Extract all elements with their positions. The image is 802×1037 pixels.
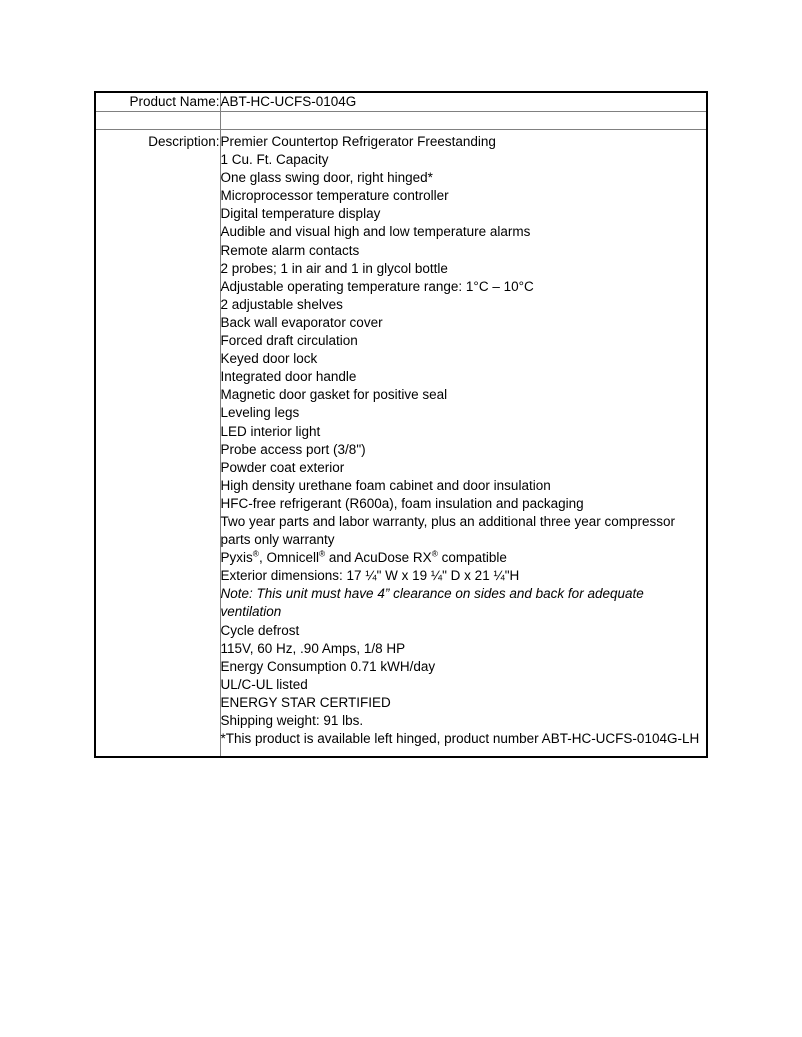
- description-line: Powder coat exterior: [220, 459, 345, 475]
- description-line: Microprocessor temperature controller: [220, 188, 449, 204]
- description-line: UL/C-UL listed: [220, 676, 308, 692]
- product-name-value: ABT-HC-UCFS-0104G: [220, 92, 707, 112]
- description-line-list: [221, 133, 707, 748]
- description-line: Cycle defrost: [220, 622, 300, 638]
- registered-trademark-symbol: ®: [318, 548, 326, 559]
- description-line: 2 adjustable shelves: [220, 296, 343, 312]
- description-line: Pyxis®, Omnicell® and AcuDose RX® compatible: [220, 548, 507, 566]
- description-line: Probe access port (3/8"): [220, 441, 366, 457]
- description-line: 115V, 60 Hz, .90 Amps, 1/8 HP: [220, 640, 406, 656]
- description-value: [220, 130, 707, 758]
- description-line: Energy Consumption 0.71 kWH/day: [220, 658, 436, 674]
- description-line: Audible and visual high and low temperature alarms: [220, 224, 531, 240]
- description-line: Integrated door handle: [220, 369, 357, 385]
- description-line: Magnetic door gasket for positive seal: [220, 387, 448, 403]
- registered-trademark-symbol: ®: [431, 548, 438, 559]
- description-label: Description:: [95, 130, 220, 758]
- product-name-label: Product Name:: [95, 92, 220, 112]
- description-line: Digital temperature display: [220, 206, 381, 222]
- description-line: Adjustable operating temperature range: 1°C – 10°C: [220, 278, 534, 294]
- description-line: 1 Cu. Ft. Capacity: [220, 152, 329, 168]
- description-line: 2 probes; 1 in air and 1 in glycol bottle: [220, 260, 448, 276]
- spec-table-body: [95, 92, 707, 757]
- description-line: Shipping weight: 91 lbs.: [220, 713, 364, 728]
- spacer-label-cell: [95, 112, 220, 130]
- description-line: ENERGY STAR CERTIFIED: [220, 694, 391, 710]
- description-line: Remote alarm contacts: [220, 242, 360, 258]
- description-line: Exterior dimensions: 17 ¼" W x 19 ¼" D x 21 ¼"H: [220, 568, 520, 584]
- description-line: *This product is available left hinged, product number ABT-HC-UCFS-0104G-LH: [220, 731, 700, 747]
- registered-trademark-symbol: ®: [252, 548, 259, 559]
- description-line: Two year parts and labor warranty, plus an additional three year compressor parts only warranty: [220, 513, 675, 548]
- description-line: LED interior light: [220, 423, 321, 439]
- table-row-description: [95, 130, 707, 758]
- product-spec-table: [94, 91, 708, 758]
- description-line: One glass swing door, right hinged*: [220, 170, 433, 186]
- description-line: Keyed door lock: [220, 351, 318, 367]
- spacer-value-cell: [220, 112, 707, 130]
- description-line: Forced draft circulation: [220, 333, 358, 349]
- description-line: HFC-free refrigerant (R600a), foam insulation and packaging: [220, 495, 584, 511]
- description-line: Note: This unit must have 4” clearance on sides and back for adequate ventilation: [220, 586, 644, 620]
- description-line: Back wall evaporator cover: [220, 314, 383, 330]
- description-line: High density urethane foam cabinet and door insulation: [220, 477, 551, 493]
- table-row-product-name: [95, 92, 707, 112]
- table-row-spacer: [95, 112, 707, 130]
- description-line: Premier Countertop Refrigerator Freestanding: [220, 134, 496, 149]
- description-line: Leveling legs: [220, 405, 300, 421]
